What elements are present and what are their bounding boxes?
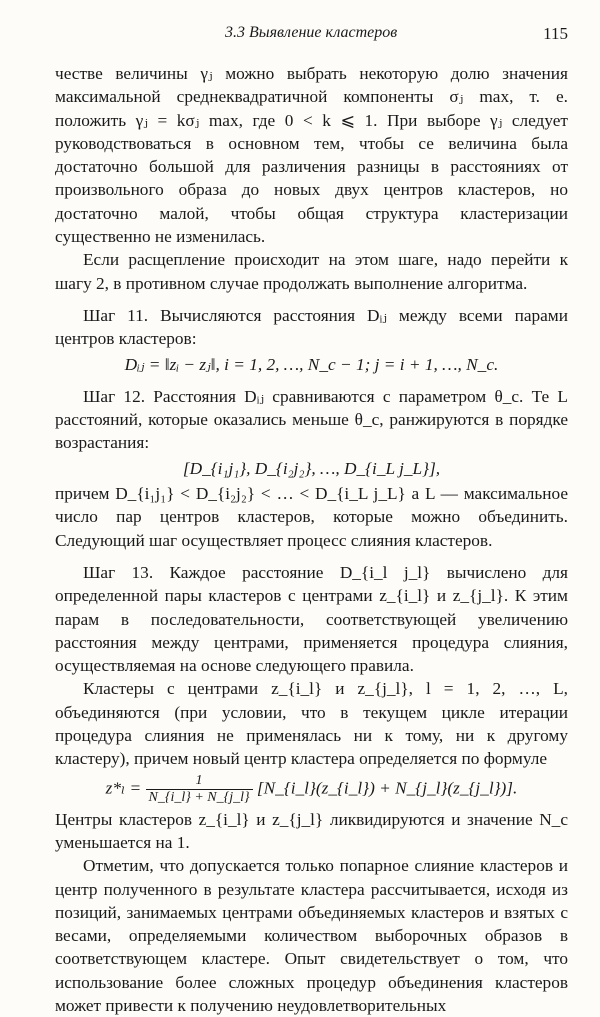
fraction-numerator: 1 — [146, 773, 253, 790]
paragraph-step-12: Шаг 12. Расстояния Dᵢⱼ сравниваются с параметром θ_c. Те L расстояний, которые оказались меньше θ_c, ранжируются в порядке возрастания: — [55, 386, 568, 453]
paragraph-step-13: Шаг 13. Каждое расстояние D_{i_l j_l} вычислено для определенной пары кластеров с центрами z_{i_l} и z_{j_l}. К этим парам в последовательности, соответствующей увеличению расстояния между центрами, применяется процедура слияния, осуществляемая на основе следующего правила. — [55, 562, 568, 676]
formula-lhs: z*ₗ = — [105, 778, 142, 798]
paragraph-1: честве величины γⱼ можно выбрать некоторую долю значения максимальной среднеквадратичной компоненты σⱼ max, т. е. положить γⱼ = kσⱼ max, где 0 < k ⩽ 1. При выборе γⱼ следует руководствоваться в основном тем, чтобы се величина была достаточно большой для различения разницы в расстояниях от произвольного образа до новых двух центров кластеров, но достаточно малой, чтобы общая структура кластеризации существенно не изменилась. — [55, 64, 568, 247]
formula-rhs: [N_{i_l}(z_{i_l}) + N_{j_l}(z_{j_l})]. — [256, 778, 518, 798]
running-header — [55, 24, 568, 48]
formula-distance: Dᵢⱼ = ‖zᵢ − zⱼ‖, i = 1, 2, …, N_c − 1; j = i + 1, …, N_c. — [124, 354, 499, 374]
section-title: 3.3 Выявление кластеров — [225, 24, 398, 41]
formula-fraction — [146, 773, 253, 806]
paragraph-centers-removed: Центры кластеров z_{i_l} и z_{j_l} ликвидируются и значение N_c уменьшается на 1. — [55, 809, 568, 852]
paragraph-ordering: причем D_{i₁j₁} < D_{i₂j₂} < … < D_{i_L j_L} а L — максимальное число пар центров кластеров, которые можно объединить. Следующий шаг осуществляет процесс слияния кластеров. — [55, 484, 568, 550]
fraction-denominator: N_{i_l} + N_{j_l} — [148, 789, 250, 805]
formula-new-center — [55, 773, 568, 806]
formula-ranked-list: [D_{i₁j₁}, D_{i₂j₂}, …, D_{i_L j_L}], — [182, 458, 441, 478]
page-body — [55, 62, 568, 1017]
paragraph-merge-rule: Кластеры с центрами z_{i_l} и z_{j_l}, l = 1, 2, …, L, объединяются (при условии, что в текущем цикле итерации процедура слияния не применялась ни к тому, ни к другому кластеру), причем новый центр кластера определяется по формуле — [55, 679, 568, 769]
page-number: 115 — [543, 24, 568, 43]
paragraph-note: Отметим, что допускается только попарное слияние кластеров и центр полученного в результате кластера рассчитывается, исходя из позиций, занимаемых центрами объединяемых кластеров и взятых с весами, определяемыми количеством выборочных образов в соответствующем кластере. Опыт свидетельствует о том, что использование более сложных процедур объединения кластеров может привести к получению неудовлетворительных — [55, 856, 568, 1015]
paragraph-2: Если расщепление происходит на этом шаге, надо перейти к шагу 2, в противном случае продолжать выполнение алгоритма. — [55, 250, 568, 293]
paragraph-step-11: Шаг 11. Вычисляются расстояния Dᵢⱼ между всеми парами центров кластеров: — [55, 305, 568, 349]
